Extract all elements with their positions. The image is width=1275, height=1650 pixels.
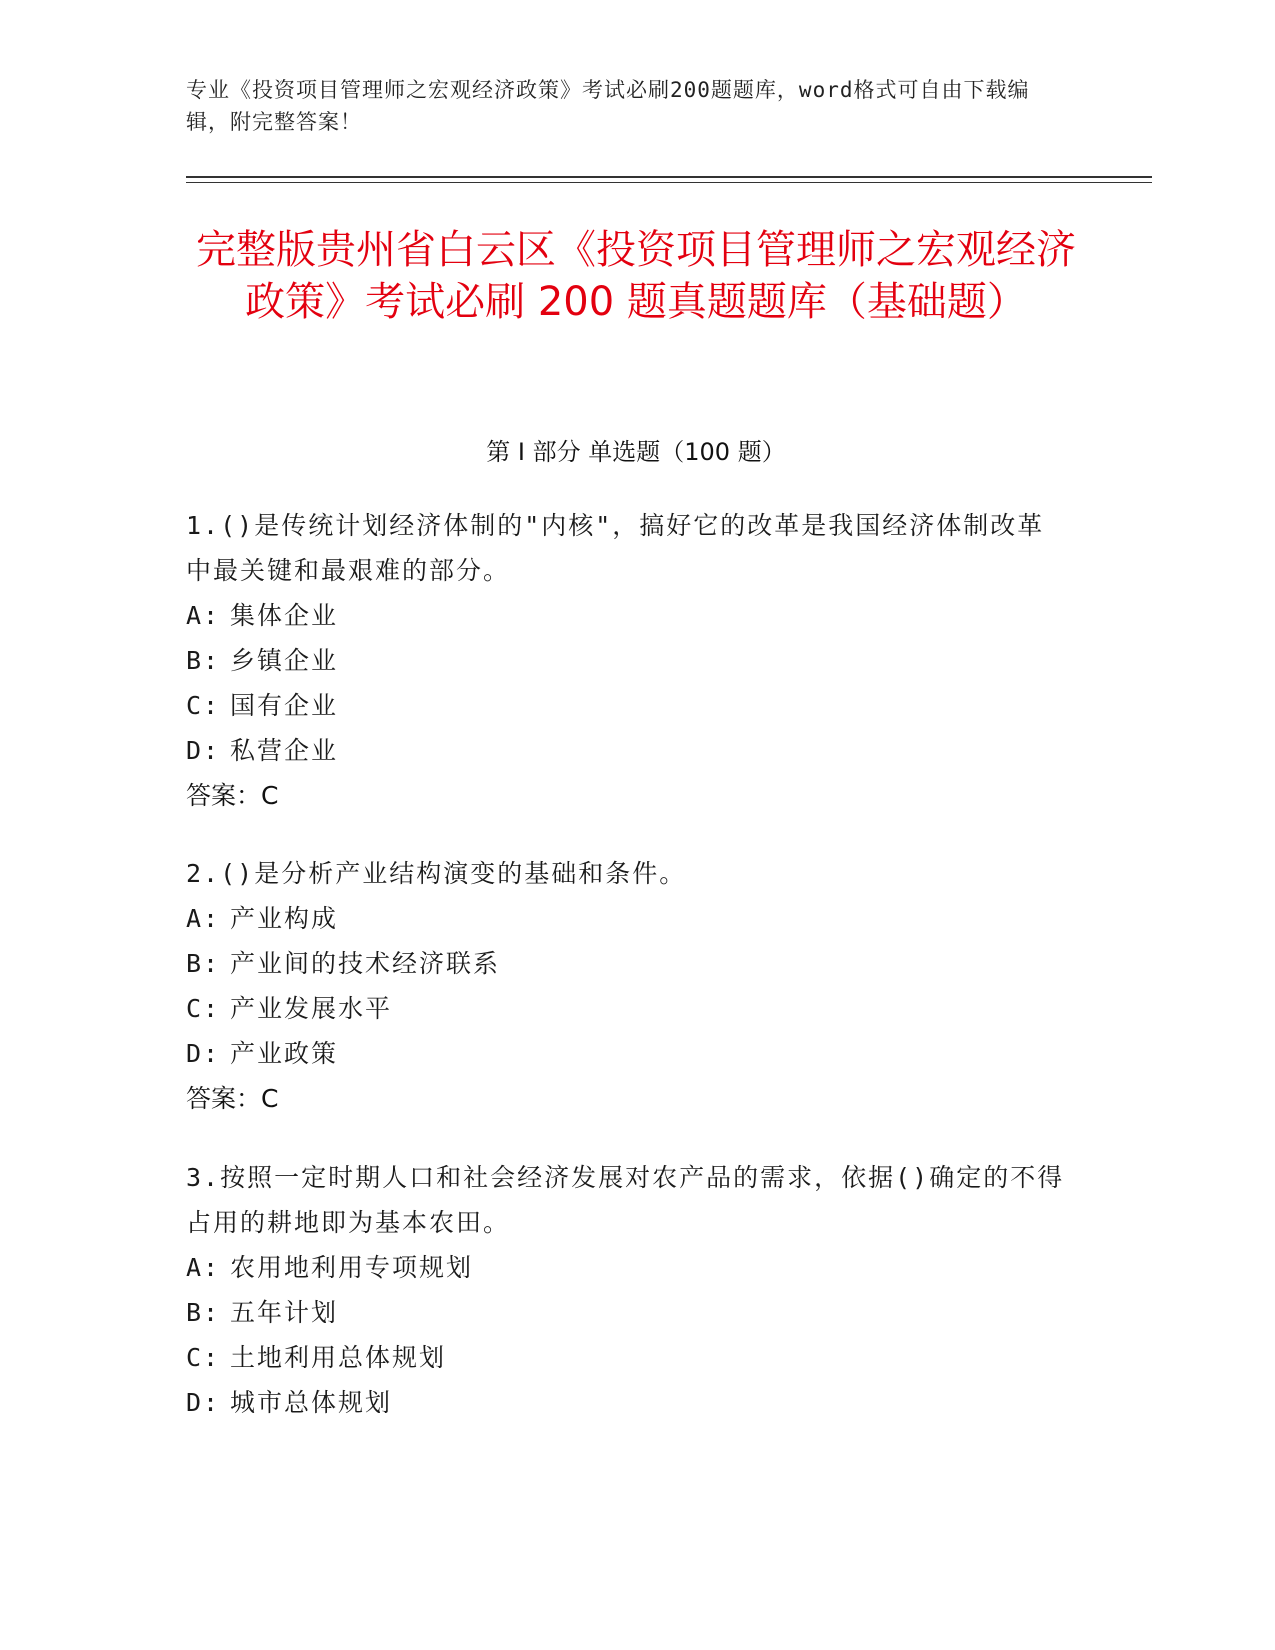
- option-text: 城市总体规划: [230, 1388, 393, 1417]
- header-rule-thick: [186, 176, 1152, 178]
- option-text: 国有企业: [230, 691, 339, 720]
- section-title: 第 I 部分 单选题（100 题）: [486, 438, 786, 466]
- option-letter: D:: [186, 1388, 221, 1417]
- option-letter: D:: [186, 1039, 221, 1068]
- option-text: 土地利用总体规划: [230, 1343, 447, 1372]
- answer-line: 答案：C: [186, 781, 279, 810]
- option-c: [186, 986, 1066, 1031]
- option-text: 产业间的技术经济联系: [230, 949, 501, 978]
- option-letter: A:: [186, 601, 221, 630]
- option-letter: C:: [186, 994, 221, 1023]
- option-letter: C:: [186, 691, 221, 720]
- option-text: 集体企业: [230, 601, 339, 630]
- option-text: 产业政策: [230, 1039, 339, 1068]
- option-letter: A:: [186, 1253, 221, 1282]
- question-stem: 3.按照一定时期人口和社会经济发展对农产品的需求，依据()确定的不得占用的耕地即为基本农田。: [186, 1163, 1065, 1237]
- option-a: [186, 593, 1066, 638]
- option-a: [186, 896, 1066, 941]
- option-d: [186, 1031, 1066, 1076]
- option-text: 农用地利用专项规划: [230, 1253, 474, 1282]
- question-1: [186, 503, 1066, 818]
- header-note: 专业《投资项目管理师之宏观经济政策》考试必刷200题题库，word格式可自由下载编辑，附完整答案！: [186, 78, 1030, 134]
- option-text: 产业发展水平: [230, 994, 393, 1023]
- question-stem: 1.()是传统计划经济体制的"内核"，搞好它的改革是我国经济体制改革中最关键和最艰难的部分。: [186, 511, 1045, 585]
- option-letter: D:: [186, 736, 221, 765]
- option-b: [186, 941, 1066, 986]
- option-letter: B:: [186, 1298, 221, 1327]
- question-stem: 2.()是分析产业结构演变的基础和条件。: [186, 859, 687, 888]
- option-c: [186, 683, 1066, 728]
- option-letter: A:: [186, 904, 221, 933]
- option-d: [186, 728, 1066, 773]
- option-text: 私营企业: [230, 736, 339, 765]
- option-text: 乡镇企业: [230, 646, 339, 675]
- option-letter: C:: [186, 1343, 221, 1372]
- header-rule-thin: [186, 182, 1152, 183]
- option-c: [186, 1335, 1066, 1380]
- option-letter: B:: [186, 949, 221, 978]
- document-title: 完整版贵州省白云区《投资项目管理师之宏观经济政策》考试必刷 200 题真题题库（基础题）: [196, 227, 1076, 325]
- question-3: [186, 1155, 1066, 1425]
- answer-line: 答案：C: [186, 1084, 279, 1113]
- option-a: [186, 1245, 1066, 1290]
- option-text: 产业构成: [230, 904, 339, 933]
- option-b: [186, 638, 1066, 683]
- question-2: [186, 851, 1066, 1121]
- option-text: 五年计划: [230, 1298, 339, 1327]
- option-d: [186, 1380, 1066, 1425]
- option-b: [186, 1290, 1066, 1335]
- option-letter: B:: [186, 646, 221, 675]
